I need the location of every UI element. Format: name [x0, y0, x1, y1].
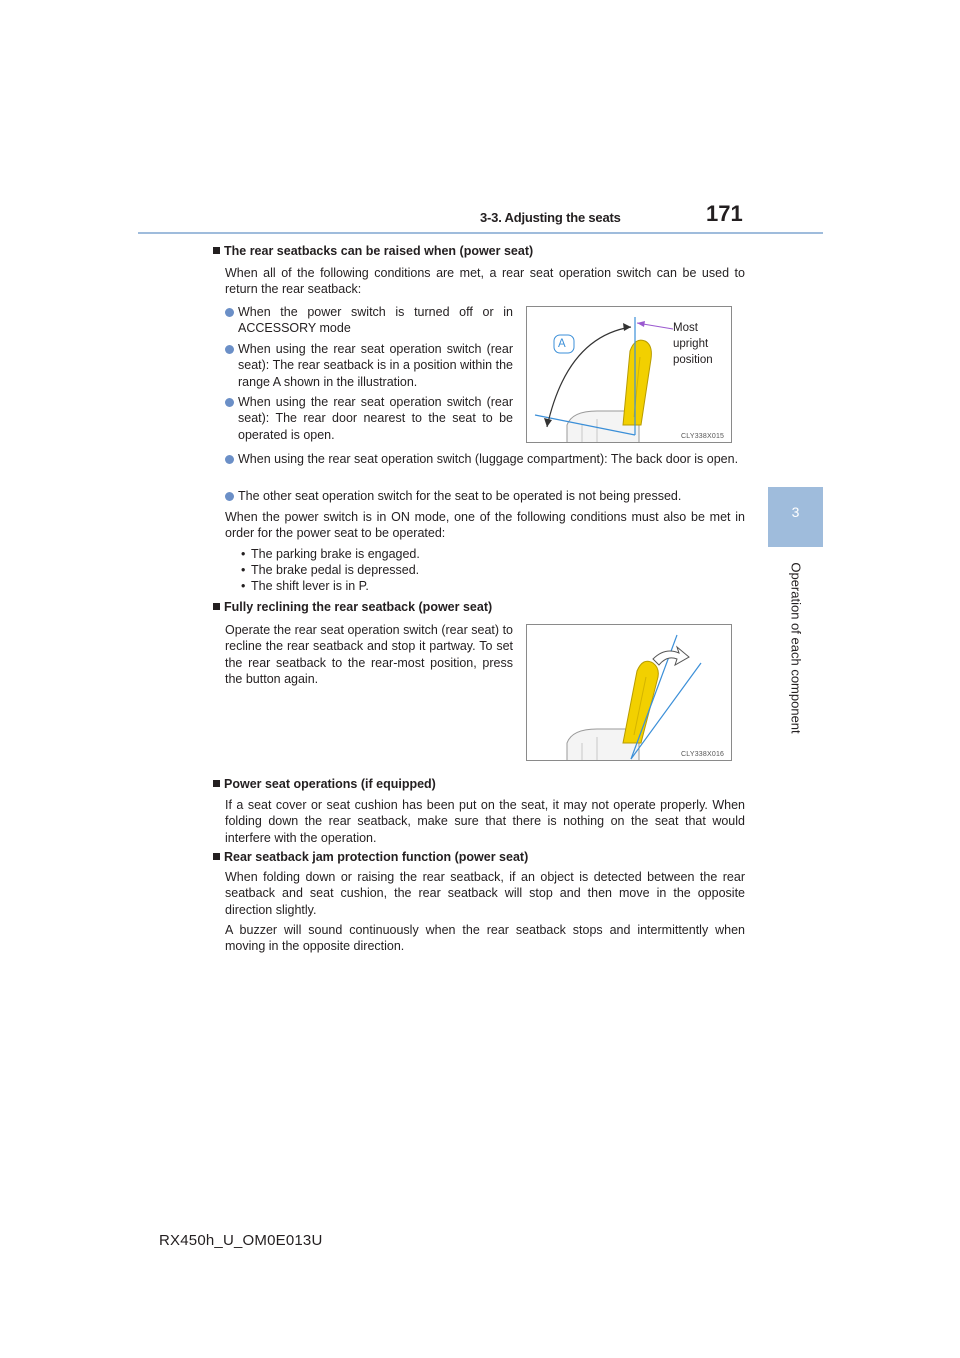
list-item: • The shift lever is in P. [241, 579, 369, 593]
list-item: When using the rear seat operation switch (luggage compartment): The back door is open. [225, 451, 745, 467]
figure-code: CLY338X015 [681, 433, 725, 440]
list-item: • The brake pedal is depressed. [241, 563, 420, 577]
callout-line-1: Most [673, 322, 698, 334]
power-ops-text: If a seat cover or seat cushion has been put on the seat, it may not operate properly. When folding down the rear seatback, make sure that there is nothing on the seat that would interfere with the operation. [225, 798, 745, 845]
seat-range-illustration [527, 307, 732, 443]
jam-text-1: When folding down or raising the rear seatback, if an object is detected between the rear seatback and seat cushion, the rear seatback will stop and then move in the opposite direction slightly. [225, 870, 745, 917]
bullet-icon [225, 308, 234, 317]
section-heading-recline: Fully reclining the rear seatback (power seat) [213, 600, 492, 614]
header-section-title: 3-3. Adjusting the seats [480, 210, 621, 225]
section-heading-raise: The rear seatbacks can be raised when (power seat) [213, 244, 533, 258]
list-item: When the power switch is turned off or in ACCESSORY mode [225, 304, 513, 337]
heading-square-icon [213, 780, 220, 787]
list-item: When using the rear seat operation switch (rear seat): The rear seatback is in a position within the range A shown in the illustration. [225, 341, 513, 390]
chapter-tab: 3 [768, 487, 823, 547]
footer-model-code: RX450h_U_OM0E013U [159, 1232, 323, 1249]
list-item: When using the rear seat operation switch (rear seat): The rear door nearest to the seat to be operated is open. [225, 394, 513, 443]
page-number: 171 [706, 201, 743, 226]
recline-text: Operate the rear seat operation switch (rear seat) to recline the rear seatback and stop it partway. To set the rear seatback to the rear-most position, press the button again. [225, 623, 513, 686]
bullet-icon [225, 492, 234, 501]
figure-seat-upright-range [526, 306, 732, 443]
bullet-icon [225, 398, 234, 407]
range-label-a: A [558, 338, 566, 350]
figure-code: CLY338X016 [681, 751, 725, 758]
section-heading-power-ops: Power seat operations (if equipped) [213, 777, 436, 791]
bullet-icon [225, 455, 234, 464]
raise-intro: When all of the following conditions are met, a rear seat operation switch can be used to return the rear seatback: [225, 266, 745, 297]
on-mode-text: When the power switch is in ON mode, one of the following conditions must also be met in order for the power seat to be operated: [225, 510, 745, 541]
chapter-label: Operation of each component [788, 562, 804, 734]
section-heading-jam: Rear seatback jam protection function (power seat) [213, 850, 528, 864]
callout-line-3: position [673, 354, 713, 366]
seat-recline-illustration [527, 625, 732, 761]
list-item: • The parking brake is engaged. [241, 547, 420, 561]
figure-seat-recline [526, 624, 732, 761]
jam-text-2: A buzzer will sound continuously when the rear seatback stops and intermittently when moving in the opposite direction. [225, 923, 745, 954]
header-rule [138, 232, 823, 234]
bullet-icon [225, 345, 234, 354]
heading-square-icon [213, 247, 220, 254]
callout-line-2: upright [673, 338, 709, 350]
list-item: The other seat operation switch for the seat to be operated is not being pressed. [225, 488, 745, 504]
heading-square-icon [213, 853, 220, 860]
heading-square-icon [213, 603, 220, 610]
